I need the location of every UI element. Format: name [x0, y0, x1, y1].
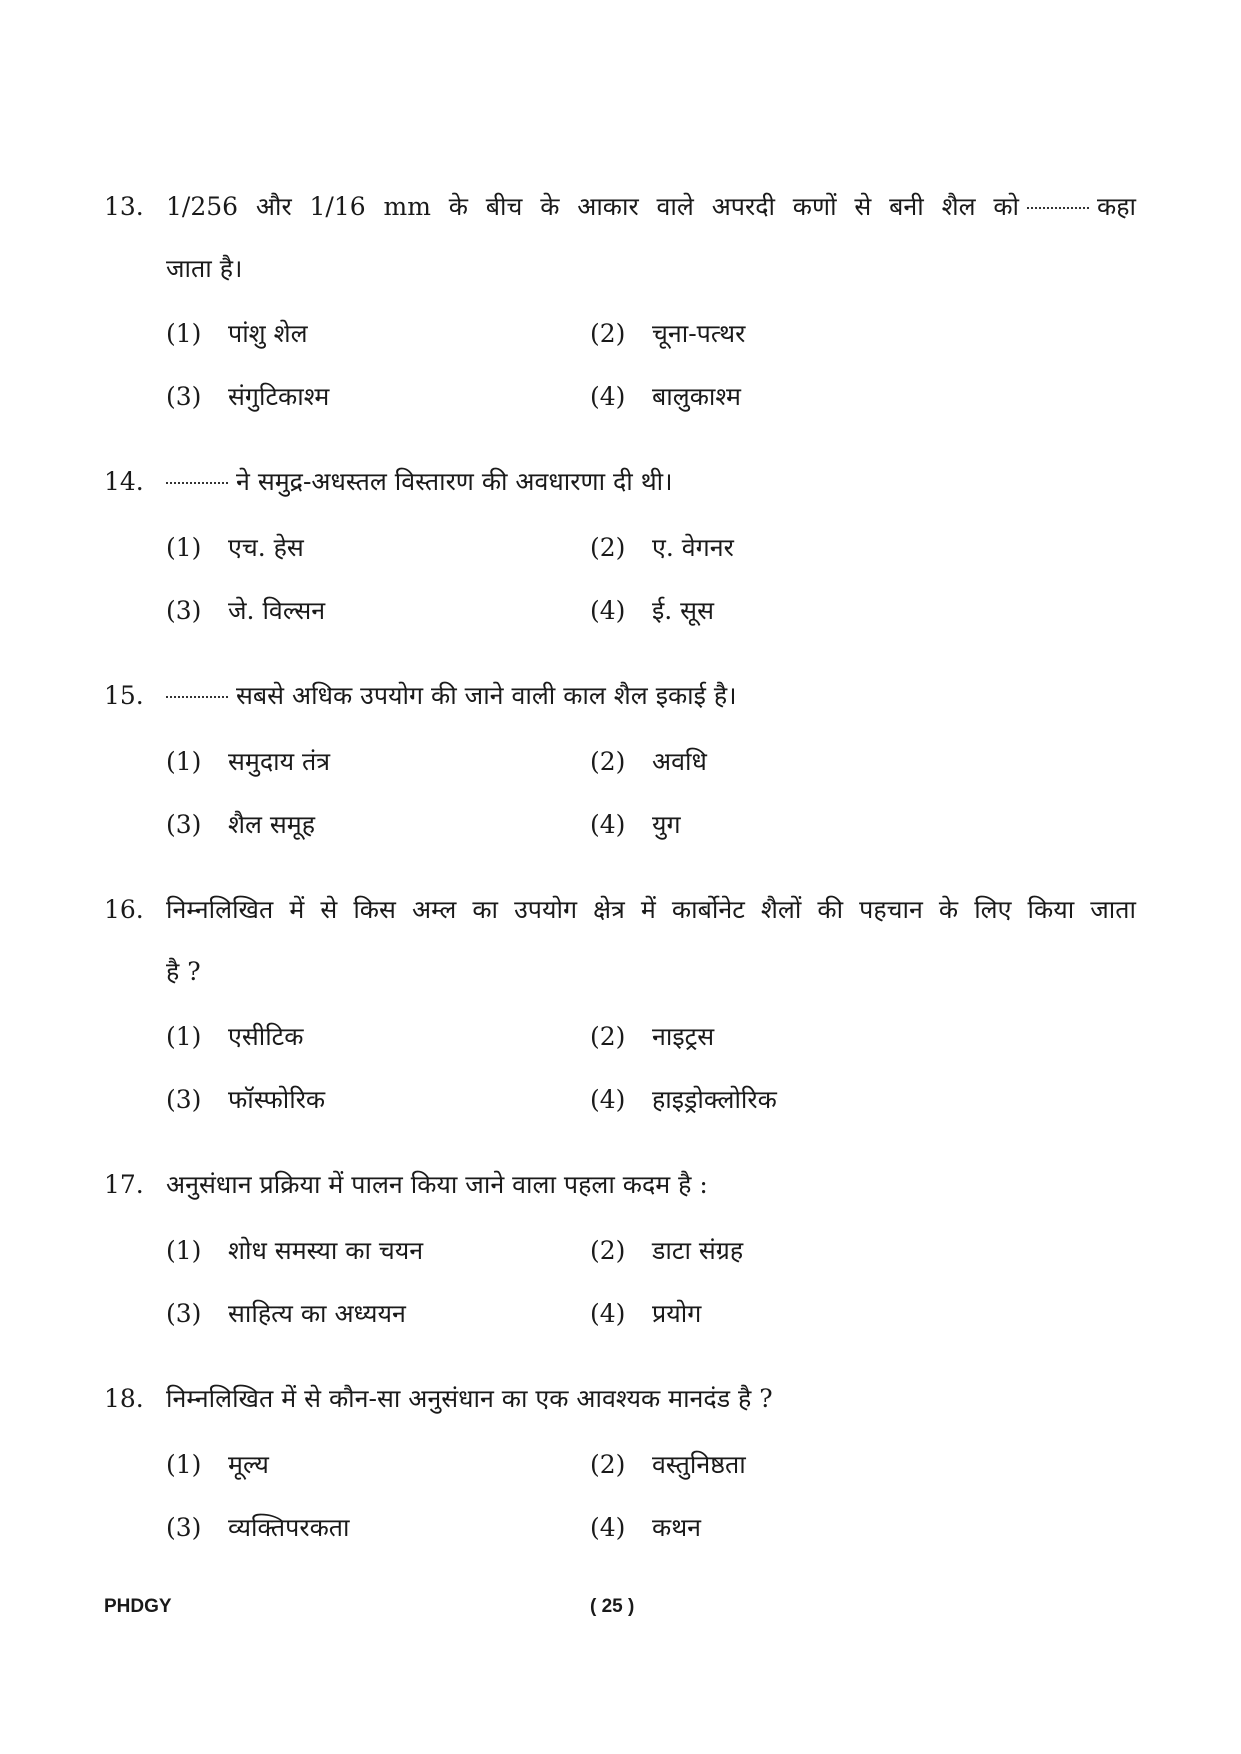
option-number: (1)	[166, 319, 202, 348]
option-label: शोध समस्या का चयन	[228, 1236, 424, 1265]
question-text-part: 1/256 और 1/16 mm के बीच के आकार वाले अपरदी कणों से बनी शैल को	[166, 192, 1020, 221]
option	[166, 808, 315, 842]
option-label: वस्तुनिष्ठता	[652, 1450, 746, 1479]
option-number: (1)	[166, 1022, 202, 1051]
option	[166, 1020, 303, 1054]
option	[590, 1511, 701, 1545]
option-number: (2)	[590, 319, 626, 348]
option	[590, 1234, 743, 1268]
option-number: (3)	[166, 1513, 202, 1542]
option-label: व्यक्तिपरकता	[228, 1513, 350, 1542]
option-label: जे. विल्सन	[228, 596, 326, 625]
option	[166, 531, 304, 565]
option-label: बालुकाश्म	[652, 382, 741, 411]
option-number: (2)	[590, 747, 626, 776]
option	[590, 1297, 701, 1331]
question-number: 15.	[104, 681, 144, 710]
option	[590, 745, 707, 779]
option-number: (1)	[166, 1236, 202, 1265]
option-label: कथन	[652, 1513, 702, 1542]
option	[166, 317, 308, 351]
option	[166, 1297, 406, 1331]
option-label: फॉस्फोरिक	[228, 1085, 326, 1114]
question-text: निम्नलिखित में से कौन-सा अनुसंधान का एक आवश्यक मानदंड है ?	[166, 1384, 773, 1413]
question-number: 17.	[104, 1170, 144, 1199]
option-number: (4)	[590, 382, 626, 411]
option	[166, 1511, 350, 1545]
question-text-part: कहा	[1097, 192, 1136, 221]
option-number: (3)	[166, 810, 202, 839]
option-label: समुदाय तंत्र	[228, 747, 331, 776]
option	[590, 317, 745, 351]
option-label: संगुटिकाश्म	[228, 382, 330, 411]
option-number: (4)	[590, 810, 626, 839]
question-text: निम्नलिखित में से किस अम्ल का उपयोग क्षेत्र में कार्बोनेट शैलों की पहचान के लिए किया जाता	[166, 895, 1136, 924]
question-text-continuation: है ?	[166, 957, 201, 986]
question-number: 18.	[104, 1384, 144, 1413]
option-label: डाटा संग्रह	[652, 1236, 744, 1265]
question-text-part: सबसे अधिक उपयोग की जाने वाली काल शैल इकाई है।	[236, 681, 737, 710]
question-number: 13.	[104, 192, 144, 221]
page-number: ( 25 )	[590, 1596, 635, 1617]
option-number: (4)	[590, 1299, 626, 1328]
option	[166, 380, 329, 414]
option-number: (3)	[166, 1085, 202, 1114]
option-number: (3)	[166, 1299, 202, 1328]
option-number: (4)	[590, 596, 626, 625]
option	[166, 594, 325, 628]
option	[590, 808, 681, 842]
option-label: साहित्य का अध्ययन	[228, 1299, 406, 1328]
question-text	[166, 190, 1136, 224]
option-number: (2)	[590, 533, 626, 562]
option	[166, 1234, 423, 1268]
option-label: नाइट्रस	[652, 1022, 715, 1051]
option-number: (4)	[590, 1085, 626, 1114]
option-number: (4)	[590, 1513, 626, 1542]
option-number: (2)	[590, 1450, 626, 1479]
option-label: प्रयोग	[652, 1299, 702, 1328]
question-text	[158, 679, 737, 713]
option-number: (1)	[166, 747, 202, 776]
option-label: हाइड्रोक्लोरिक	[652, 1085, 777, 1114]
booklet-code: PHDGY	[104, 1596, 172, 1617]
option-number: (3)	[166, 596, 202, 625]
blank-line	[1027, 197, 1089, 209]
question-text: अनुसंधान प्रक्रिया में पालन किया जाने वाला पहला कदम है :	[166, 1170, 708, 1199]
option-label: अवधि	[652, 747, 707, 776]
option	[166, 745, 330, 779]
option	[590, 531, 734, 565]
option-number: (2)	[590, 1022, 626, 1051]
question-number: 16.	[104, 895, 144, 924]
question-text	[158, 465, 673, 499]
option-label: युग	[652, 810, 681, 839]
option-label: एच. हेस	[228, 533, 304, 562]
option-number: (1)	[166, 1450, 202, 1479]
blank-line	[166, 472, 228, 484]
option	[590, 1448, 746, 1482]
option	[166, 1083, 325, 1117]
option-label: एसीटिक	[228, 1022, 304, 1051]
option	[590, 1020, 714, 1054]
question-number: 14.	[104, 467, 144, 496]
option	[590, 380, 741, 414]
option-label: ए. वेगनर	[652, 533, 734, 562]
option	[166, 1448, 269, 1482]
option-label: शैल समूह	[228, 810, 316, 839]
option-number: (1)	[166, 533, 202, 562]
option-number: (3)	[166, 382, 202, 411]
option-label: पांशु शेल	[228, 319, 308, 348]
option-number: (2)	[590, 1236, 626, 1265]
option-label: मूल्य	[228, 1450, 269, 1479]
option-label: ई. सूस	[652, 596, 714, 625]
option	[590, 1083, 777, 1117]
question-text-part: ने समुद्र-अधस्तल विस्तारण की अवधारणा दी थी।	[236, 467, 673, 496]
blank-line	[166, 686, 228, 698]
question-text-continuation: जाता है।	[166, 254, 243, 283]
option	[590, 594, 714, 628]
option-label: चूना-पत्थर	[652, 319, 746, 348]
